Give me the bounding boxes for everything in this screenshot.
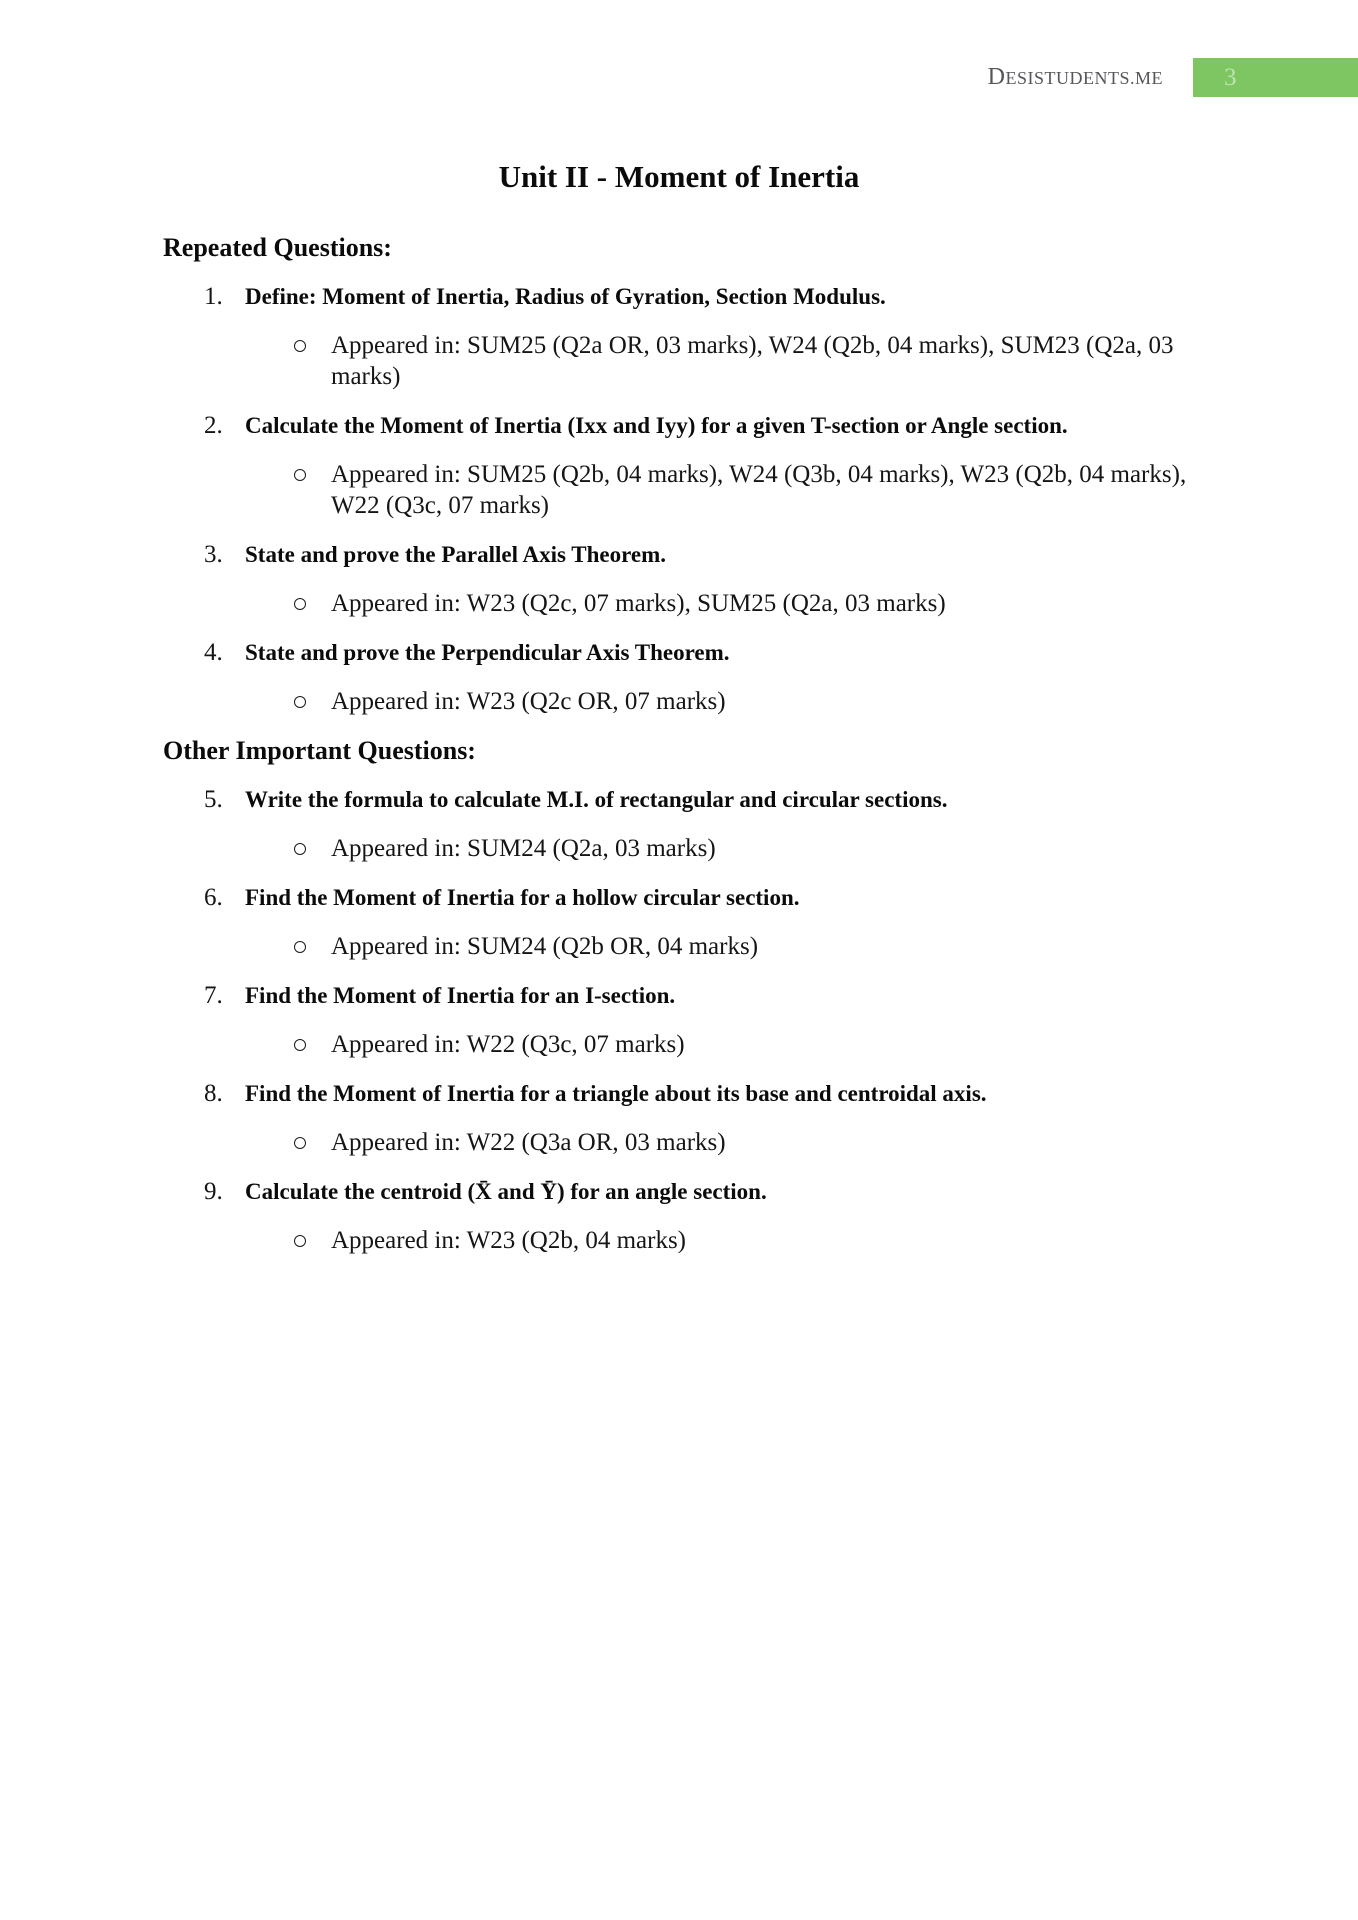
question-section [163,735,1195,1256]
question-item [163,539,1195,570]
appeared-row [163,931,1195,962]
appeared-row [163,459,1195,521]
page-header [0,58,1358,97]
question-text: Define: Moment of Inertia, Radius of Gyration, Section Modulus. [245,284,886,309]
question-number: 1. [204,283,223,310]
appeared-text: Appeared in: W23 (Q2c OR, 07 marks) [331,688,726,715]
appeared-row [163,833,1195,864]
circle-bullet-icon [294,696,306,708]
appeared-text: Appeared in: SUM25 (Q2b, 04 marks), W24 (Q3b, 04 marks), W23 (Q2b, 04 marks), W22 (Q3c, 07 marks) [331,461,1187,519]
question-text: Calculate the centroid (X̄ and Ȳ) for an angle section. [245,1179,767,1204]
question-section [163,232,1195,717]
appeared-row [163,1225,1195,1256]
appeared-text: Appeared in: SUM24 (Q2b OR, 04 marks) [331,933,759,960]
question-item [163,784,1195,815]
page-number-badge [1193,58,1358,97]
section-heading: Repeated Questions: [163,233,392,262]
question-text: State and prove the Perpendicular Axis Theorem. [245,640,730,665]
appeared-row [163,588,1195,619]
site-name [988,64,1163,91]
question-number: 9. [204,1178,223,1205]
question-item [163,281,1195,312]
question-text: Find the Moment of Inertia for a triangle about its base and centroidal axis. [245,1081,987,1106]
section-questions [163,784,1195,1256]
appeared-text: Appeared in: W22 (Q3a OR, 03 marks) [331,1129,726,1156]
circle-bullet-icon [294,598,306,610]
page-number: 3 [1224,63,1237,91]
circle-bullet-icon [294,1137,306,1149]
section-questions [163,281,1195,717]
question-text: State and prove the Parallel Axis Theorem. [245,542,667,567]
question-number: 4. [204,639,223,666]
appeared-text: Appeared in: W23 (Q2b, 04 marks) [331,1227,687,1254]
question-text: Write the formula to calculate M.I. of rectangular and circular sections. [245,787,948,812]
circle-bullet-icon [294,941,306,953]
circle-bullet-icon [294,1235,306,1247]
page-title: Unit II - Moment of Inertia [498,159,860,194]
section-heading: Other Important Questions: [163,736,476,765]
question-item [163,1078,1195,1109]
appeared-row [163,1029,1195,1060]
question-number: 3. [204,541,223,568]
question-item [163,1176,1195,1207]
question-item [163,882,1195,913]
circle-bullet-icon [294,340,306,352]
question-number: 8. [204,1080,223,1107]
appeared-text: Appeared in: W22 (Q3c, 07 marks) [331,1031,685,1058]
question-number: 7. [204,982,223,1009]
circle-bullet-icon [294,469,306,481]
appeared-row [163,1127,1195,1158]
appeared-row [163,686,1195,717]
circle-bullet-icon [294,1039,306,1051]
appeared-text: Appeared in: SUM24 (Q2a, 03 marks) [331,835,716,862]
appeared-text: Appeared in: W23 (Q2c, 07 marks), SUM25 (Q2a, 03 marks) [331,590,946,617]
question-number: 5. [204,786,223,813]
appeared-row [163,330,1195,392]
question-number: 2. [204,412,223,439]
question-item [163,637,1195,668]
appeared-text: Appeared in: SUM25 (Q2a OR, 03 marks), W24 (Q2b, 04 marks), SUM23 (Q2a, 03 marks) [331,332,1174,390]
site-name-first-letter: D [987,64,1006,90]
question-text: Find the Moment of Inertia for a hollow circular section. [245,885,800,910]
site-name-rest: ESISTUDENTS.ME [1005,68,1163,88]
question-text: Find the Moment of Inertia for an I-section. [245,983,676,1008]
question-item [163,410,1195,441]
document-body [163,232,1195,1274]
question-text: Calculate the Moment of Inertia (Ixx and Iyy) for a given T-section or Angle section. [245,413,1068,438]
question-item [163,980,1195,1011]
circle-bullet-icon [294,843,306,855]
question-number: 6. [204,884,223,911]
